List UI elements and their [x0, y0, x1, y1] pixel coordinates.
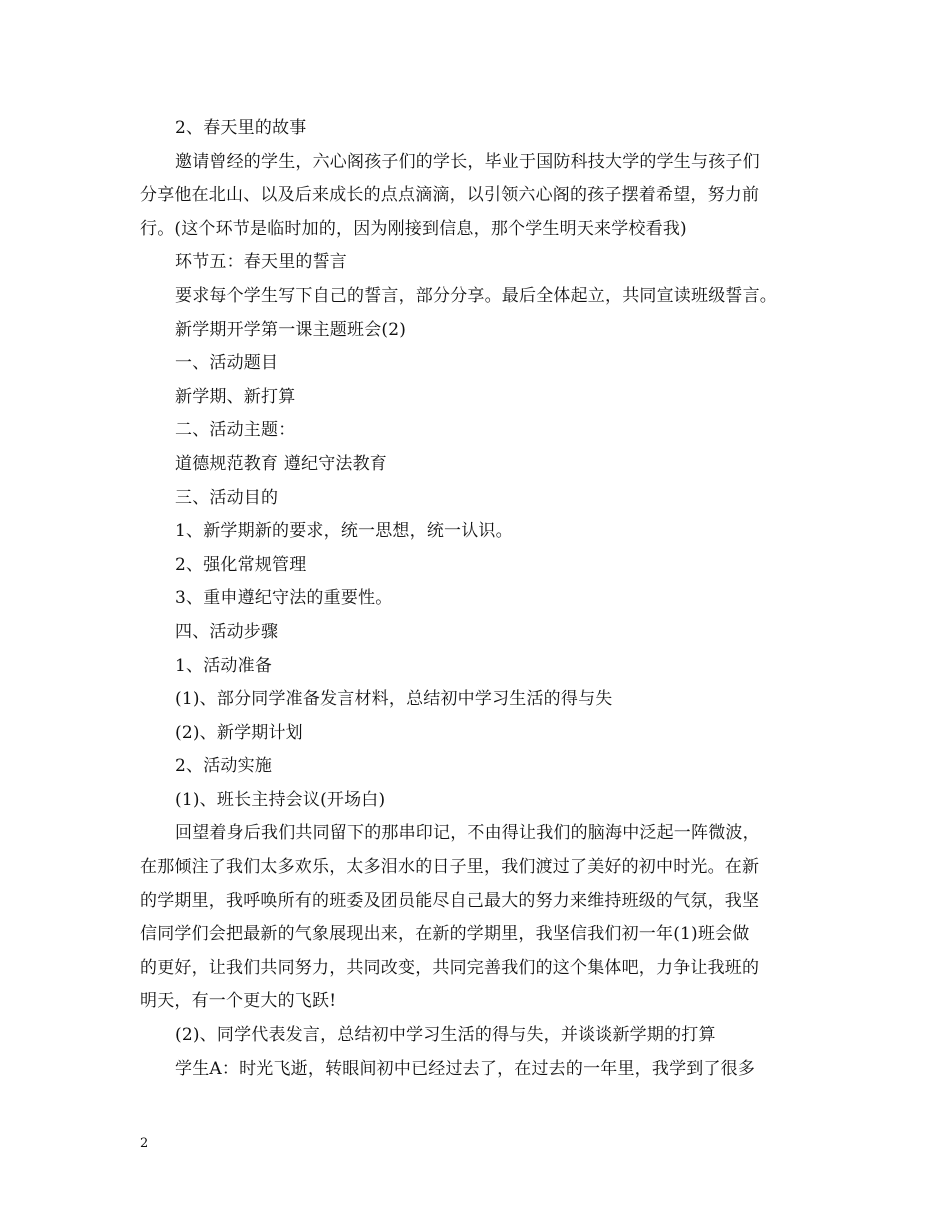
text-line: 2、活动实施 [175, 756, 273, 777]
text-line: 行。(这个环节是临时加的，因为刚接到信息，那个学生明天来学校看我) [140, 218, 687, 239]
text-line: (2)、同学代表发言，总结初中学习生活的得与失，并谈谈新学期的打算 [175, 1025, 716, 1046]
text-line: (1)、部分同学准备发言材料，总结初中学习生活的得与失 [175, 689, 613, 710]
text-line: (2)、新学期计划 [175, 722, 303, 743]
text-line: 新学期开学第一课主题班会(2) [175, 319, 407, 340]
text-line: 2、强化常规管理 [175, 554, 307, 575]
text-line: (1)、班长主持会议(开场白) [175, 789, 386, 810]
text-line: 邀请曾经的学生，六心阁孩子们的学长，毕业于国防科技大学的学生与孩子们 [175, 151, 760, 172]
text-line: 道德规范教育 遵纪守法教育 [175, 453, 388, 474]
text-line: 1、新学期新的要求，统一思想，统一认识。 [175, 521, 513, 542]
text-line: 四、活动步骤 [175, 621, 279, 642]
text-line: 要求每个学生写下自己的誓言，部分分享。最后全体起立，共同宣读班级誓言。 [175, 285, 777, 306]
text-line: 2、春天里的故事 [175, 118, 307, 138]
text-line: 新学期、新打算 [175, 386, 296, 407]
text-line: 回望着身后我们共同留下的那串印记，不由得让我们的脑海中泛起一阵微波， [175, 823, 760, 844]
text-line: 三、活动目的 [175, 487, 279, 508]
page-number: 2 [140, 1136, 149, 1151]
document-body [140, 112, 830, 1086]
text-line: 的学期里，我呼唤所有的班委及团员能尽自己最大的努力来维持班级的气氛，我坚 [140, 890, 760, 911]
text-line: 1、活动准备 [175, 655, 273, 676]
text-line: 信同学们会把最新的气象展现出来，在新的学期里，我坚信我们初一年(1)班会做 [140, 924, 750, 945]
text-line: 分享他在北山、以及后来成长的点点滴滴，以引领六心阁的孩子摆着希望，努力前 [140, 185, 760, 206]
text-line: 环节五：春天里的誓言 [175, 252, 347, 273]
text-line: 二、活动主题： [175, 420, 296, 441]
text-line: 明天，有一个更大的飞跃! [140, 991, 337, 1012]
text-line: 3、重申遵纪守法的重要性。 [175, 588, 393, 609]
text-line: 一、活动题目 [175, 353, 279, 374]
text-line: 学生A：时光飞逝，转眼间初中已经过去了，在过去的一年里，我学到了很多 [175, 1058, 756, 1079]
text-line: 在那倾注了我们太多欢乐，太多泪水的日子里，我们渡过了美好的初中时光。在新 [140, 857, 760, 878]
text-line: 的更好，让我们共同努力，共同改变，共同完善我们的这个集体吧，力争让我班的 [140, 957, 760, 978]
